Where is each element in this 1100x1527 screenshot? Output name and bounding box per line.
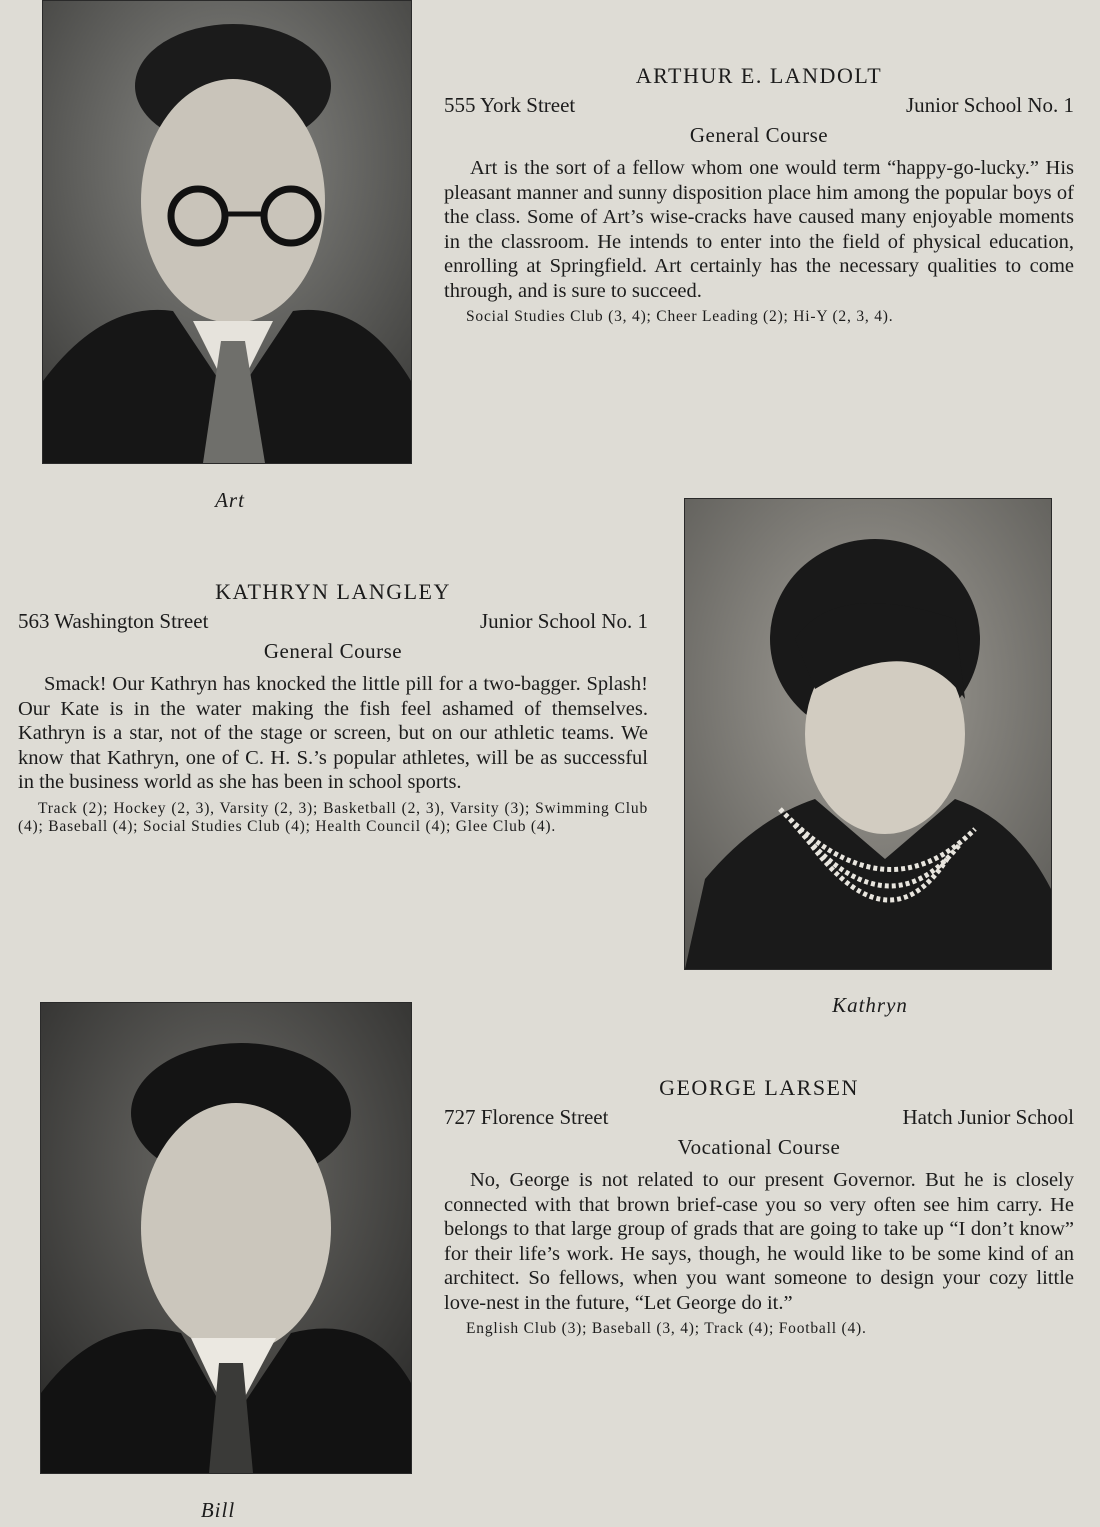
activities-list: English Club (3); Baseball (3, 4); Track (4); Football (4). bbox=[466, 1320, 867, 1337]
activities-list: Track (2); Hockey (2, 3), Varsity (2, 3); Basketball (2, 3), Varsity (3); Swimming Club (4); Baseball (4); Social Studies Club (4); Health Council (4); Glee Club (4). bbox=[18, 799, 648, 835]
portrait-photo-arthur bbox=[42, 0, 412, 464]
entry-george-larsen bbox=[444, 1074, 1074, 1338]
junior-school: Hatch Junior School bbox=[902, 1105, 1074, 1129]
course-name: General Course bbox=[263, 639, 403, 663]
course-name: General Course bbox=[689, 123, 829, 147]
student-name: ARTHUR E. LANDOLT bbox=[635, 63, 883, 88]
entry-arthur-landolt bbox=[444, 62, 1074, 326]
nickname-caption-art: Art bbox=[215, 488, 245, 512]
street-address: 727 Florence Street bbox=[444, 1105, 609, 1129]
address-line bbox=[18, 606, 648, 636]
street-address: 563 Washington Street bbox=[18, 609, 209, 633]
portrait-photo-george bbox=[40, 1002, 412, 1474]
street-address: 555 York Street bbox=[444, 93, 576, 117]
nickname-caption-kathryn: Kathryn bbox=[832, 993, 908, 1017]
address-line bbox=[444, 1102, 1074, 1132]
biography: Smack! Our Kathryn has knocked the little pill for a two-bagger. Splash! Our Kate is in the water making the fish feel ashamed of themselves. Kathryn is a star, not of the stage or screen, but on our athletic teams. We know that Kathryn, one of C. H. S.’s popular athletes, will be as successful in the business world as she has been in school sports. bbox=[18, 673, 648, 793]
activities-list: Social Studies Club (3, 4); Cheer Leading (2); Hi-Y (2, 3, 4). bbox=[466, 308, 894, 325]
nickname-caption-bill: Bill bbox=[200, 1498, 236, 1522]
biography: No, George is not related to our present Governor. But he is closely connected with that brown brief-case you so very often see him carry. He belongs to that large group of grads that are going to take up “I don’t know” for their life’s work. He says, though, he would like to be some kind of an architect. So fellows, when you want someone to design your cozy little love-nest in the future, “Let George do it.” bbox=[444, 1169, 1074, 1314]
student-name: GEORGE LARSEN bbox=[659, 1075, 859, 1100]
junior-school: Junior School No. 1 bbox=[906, 93, 1074, 117]
student-name: KATHRYN LANGLEY bbox=[215, 579, 451, 604]
portrait-photo-kathryn bbox=[684, 498, 1052, 970]
entry-kathryn-langley bbox=[18, 578, 648, 836]
junior-school: Junior School No. 1 bbox=[480, 609, 648, 633]
course-name: Vocational Course bbox=[677, 1135, 841, 1159]
address-line bbox=[444, 90, 1074, 120]
biography: Art is the sort of a fellow whom one would term “happy-go-lucky.” His pleasant manner and sunny disposition place him among the popular boys of the class. Some of Art’s wise-cracks have caused many enjoyable moments in the classroom. He intends to enter into the field of physical education, enrolling at Springfield. Art certainly has the necessary qualities to come through, and is sure to succeed. bbox=[444, 157, 1074, 302]
